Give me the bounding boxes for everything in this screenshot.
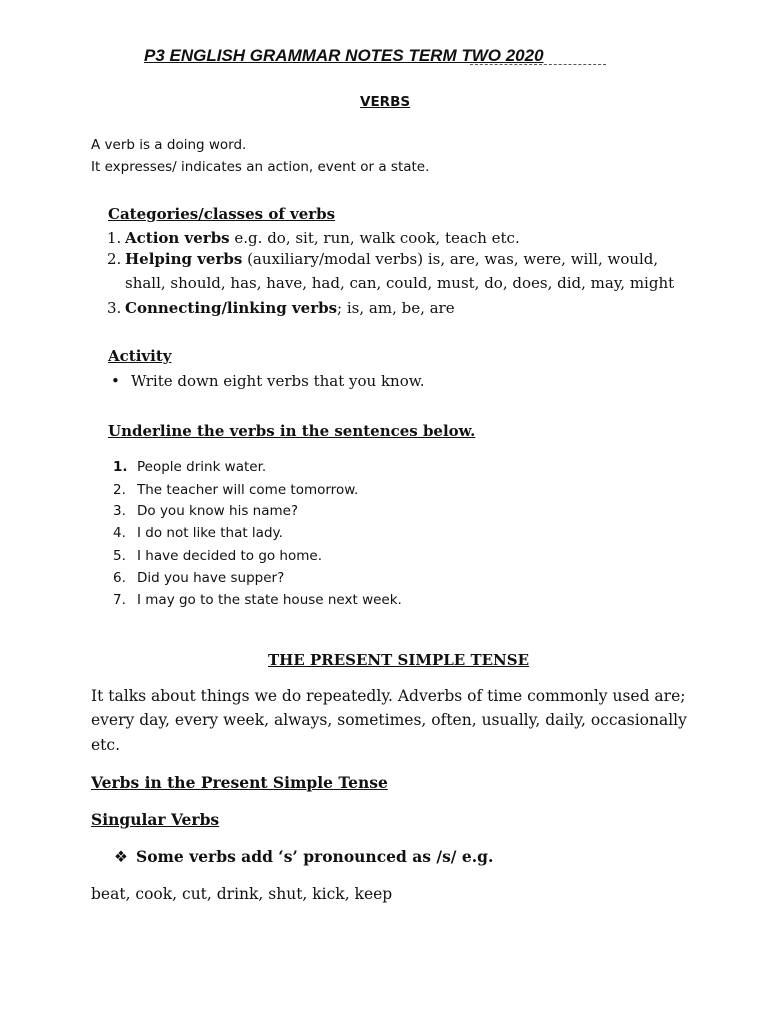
diamond-bullet-icon: ❖ bbox=[114, 848, 128, 866]
title-dotted-line bbox=[470, 64, 606, 65]
rule-text: Some verbs add ‘s’ pronounced as /s/ e.g. bbox=[136, 847, 494, 866]
category-term: Action verbs bbox=[125, 229, 230, 247]
list-item bbox=[113, 503, 298, 519]
sentence-text: I have decided to go home. bbox=[137, 548, 322, 564]
activity-task-text: Write down eight verbs that you know. bbox=[131, 372, 425, 390]
list-number: 4. bbox=[113, 525, 126, 541]
list-item bbox=[113, 482, 358, 498]
list-item bbox=[113, 592, 402, 608]
sentence-text: I may go to the state house next week. bbox=[137, 592, 402, 608]
page-title: P3 ENGLISH GRAMMAR NOTES TERM TWO 2020 bbox=[144, 46, 544, 65]
definition-line: A verb is a doing word. bbox=[91, 137, 247, 153]
section-heading-present-simple: THE PRESENT SIMPLE TENSE bbox=[268, 651, 530, 669]
section-heading-verbs: VERBS bbox=[360, 94, 411, 110]
sentence-text: The teacher will come tomorrow. bbox=[137, 482, 359, 498]
category-term: Helping verbs bbox=[125, 250, 243, 268]
category-item bbox=[107, 229, 520, 247]
definition-line: It expresses/ indicates an action, event or a state. bbox=[91, 159, 430, 175]
list-number: 1. bbox=[107, 229, 122, 247]
category-description-continued: shall, should, has, have, had, can, could, must, do, does, did, may, might bbox=[125, 274, 675, 292]
list-number: 6. bbox=[113, 570, 126, 586]
paragraph-line: every day, every week, always, sometimes, often, usually, daily, occasionally bbox=[91, 711, 687, 729]
paragraph-line: It talks about things we do repeatedly. Adverbs of time commonly used are; bbox=[91, 687, 686, 705]
subheading-singular-verbs: Singular Verbs bbox=[91, 810, 220, 829]
list-number: 7. bbox=[113, 592, 126, 608]
list-number: 5. bbox=[113, 548, 126, 564]
example-verbs: beat, cook, cut, drink, shut, kick, keep bbox=[91, 885, 393, 903]
list-item bbox=[113, 570, 284, 586]
sentence-text: I do not like that lady. bbox=[137, 525, 283, 541]
category-item bbox=[107, 250, 658, 268]
bullet-icon: • bbox=[111, 372, 120, 390]
sentence-text: Do you know his name? bbox=[137, 503, 299, 519]
activity-task bbox=[111, 372, 425, 390]
list-number: 2. bbox=[107, 250, 122, 268]
subheading-verbs-present-simple: Verbs in the Present Simple Tense bbox=[91, 773, 388, 792]
activity-heading: Activity bbox=[108, 347, 172, 365]
categories-heading: Categories/classes of verbs bbox=[108, 205, 336, 223]
list-number: 1. bbox=[113, 459, 128, 475]
list-item bbox=[113, 548, 322, 564]
category-description: (auxiliary/modal verbs) is, are, was, were, will, would, bbox=[242, 250, 659, 268]
list-number: 2. bbox=[113, 482, 126, 498]
exercise-heading: Underline the verbs in the sentences below. bbox=[108, 422, 476, 440]
paragraph-line: etc. bbox=[91, 736, 121, 754]
rule-bullet bbox=[114, 847, 493, 866]
list-number: 3. bbox=[113, 503, 126, 519]
category-term: Connecting/linking verbs bbox=[125, 299, 338, 317]
list-item bbox=[113, 525, 283, 541]
category-description: e.g. do, sit, run, walk cook, teach etc. bbox=[229, 229, 520, 247]
sentence-text: Did you have supper? bbox=[137, 570, 285, 586]
category-item bbox=[107, 299, 455, 317]
sentence-text: People drink water. bbox=[137, 459, 267, 475]
category-description: ; is, am, be, are bbox=[337, 299, 455, 317]
list-number: 3. bbox=[107, 299, 122, 317]
list-item bbox=[113, 459, 266, 475]
